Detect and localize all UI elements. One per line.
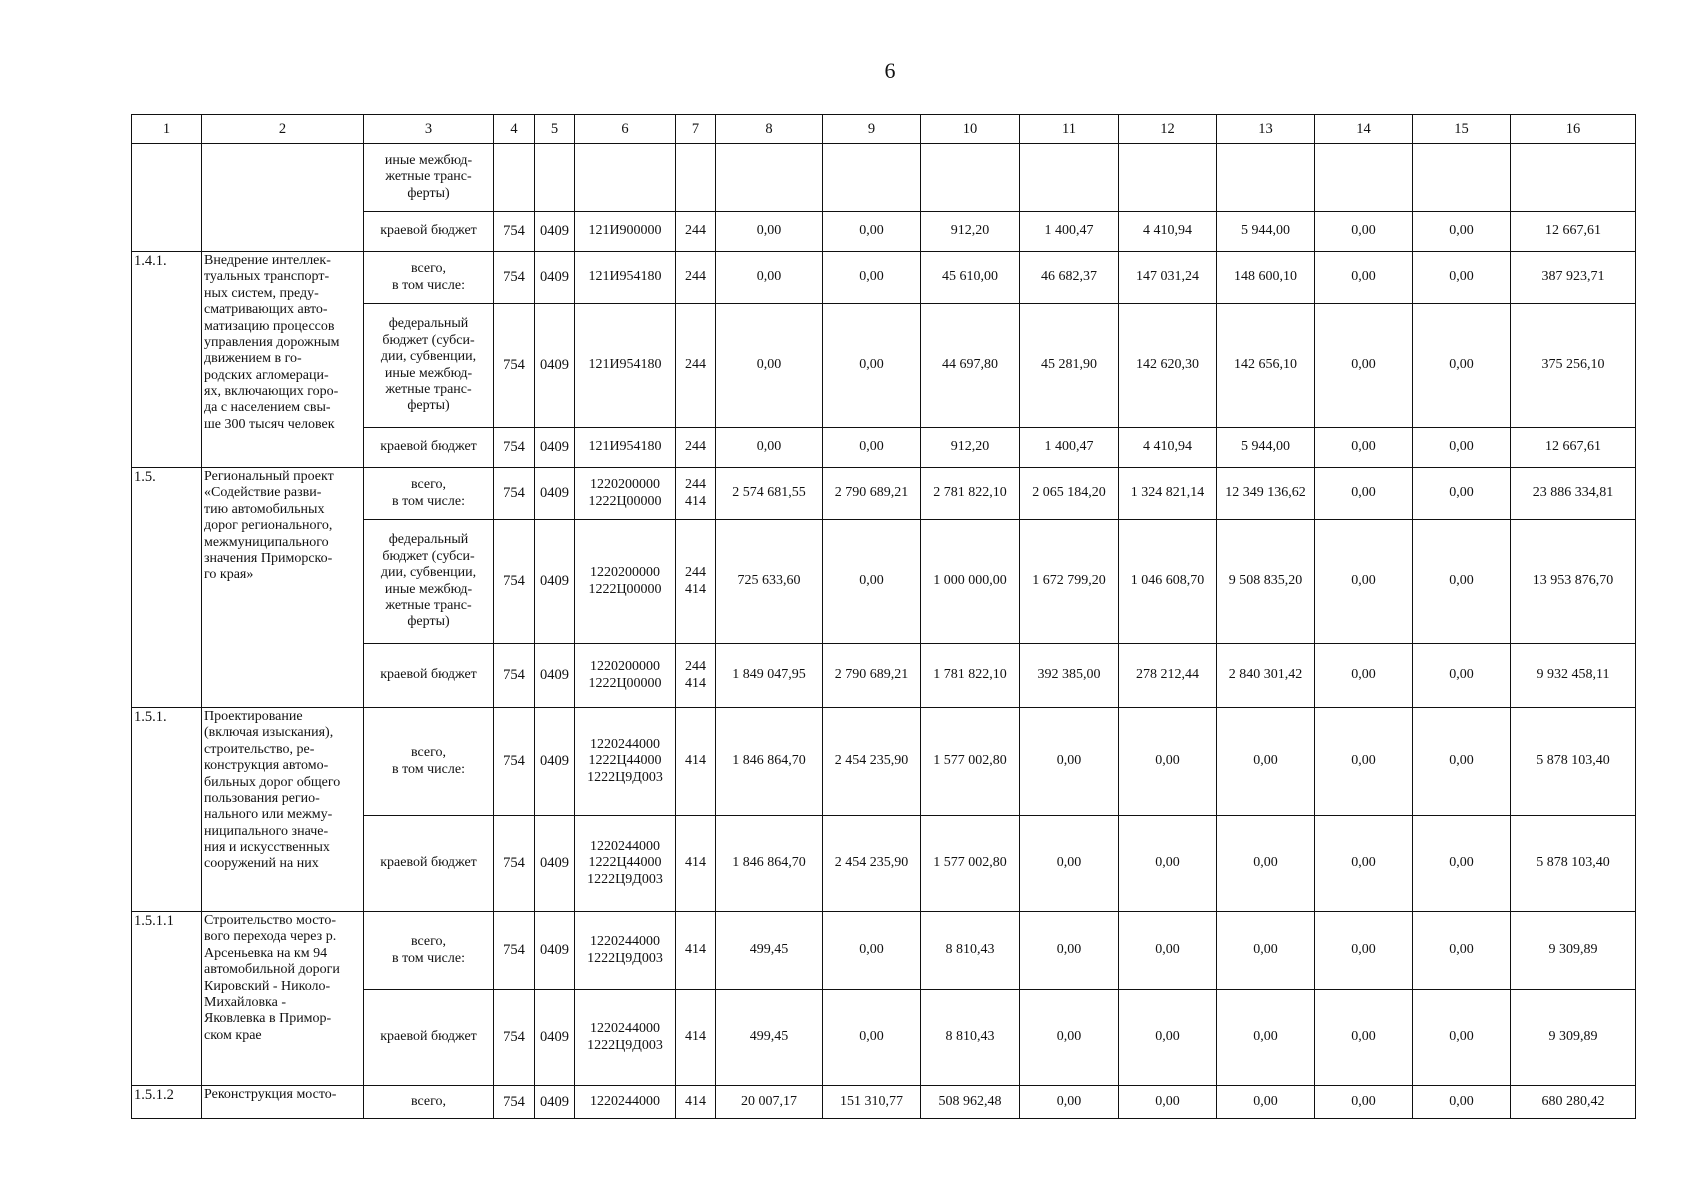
- table-cell: 1 400,47: [1020, 428, 1119, 468]
- table-cell: 1 781 822,10: [921, 644, 1020, 708]
- table-cell: 5 944,00: [1217, 212, 1315, 252]
- table-cell: 392 385,00: [1020, 644, 1119, 708]
- table-cell: 9 309,89: [1511, 912, 1636, 990]
- column-header: 2: [202, 115, 364, 144]
- table-cell: 45 610,00: [921, 252, 1020, 304]
- table-cell: краевой бюджет: [364, 212, 494, 252]
- table-cell: 1 846 864,70: [716, 816, 823, 912]
- table-cell: 142 620,30: [1119, 304, 1217, 428]
- table-cell: 1.4.1.: [132, 252, 202, 468]
- column-header: 5: [535, 115, 575, 144]
- table-cell: 1.5.1.2: [132, 1086, 202, 1119]
- table-cell: 0409: [535, 468, 575, 520]
- table-cell: 680 280,42: [1511, 1086, 1636, 1119]
- table-cell: 0,00: [1413, 252, 1511, 304]
- table-cell: 1 324 821,14: [1119, 468, 1217, 520]
- table-cell: 0,00: [1315, 912, 1413, 990]
- table-cell: 0,00: [1315, 816, 1413, 912]
- table-cell: 4 410,94: [1119, 428, 1217, 468]
- table-cell: 244: [676, 212, 716, 252]
- table-cell: 1 577 002,80: [921, 708, 1020, 816]
- column-header: 4: [494, 115, 535, 144]
- column-header: 14: [1315, 115, 1413, 144]
- table-cell: 8 810,43: [921, 912, 1020, 990]
- table-cell: 0,00: [1413, 304, 1511, 428]
- table-cell: 0,00: [823, 912, 921, 990]
- table-cell: [494, 144, 535, 212]
- table-cell: 142 656,10: [1217, 304, 1315, 428]
- table-cell: 148 600,10: [1217, 252, 1315, 304]
- table-cell: 754: [494, 428, 535, 468]
- column-header: 3: [364, 115, 494, 144]
- table-cell: 0,00: [716, 252, 823, 304]
- table-cell: 725 633,60: [716, 520, 823, 644]
- table-cell: всего, в том числе:: [364, 468, 494, 520]
- table-cell: 2 454 235,90: [823, 816, 921, 912]
- table-cell: 5 878 103,40: [1511, 708, 1636, 816]
- table-cell: 0409: [535, 708, 575, 816]
- table-cell: 2 454 235,90: [823, 708, 921, 816]
- table-cell: 121И954180: [575, 304, 676, 428]
- table-cell: 0,00: [1413, 708, 1511, 816]
- table-cell: [1119, 144, 1217, 212]
- table-cell: 754: [494, 212, 535, 252]
- table-cell: 0,00: [1413, 1086, 1511, 1119]
- table-cell: 414: [676, 816, 716, 912]
- table-cell: 0,00: [1217, 708, 1315, 816]
- column-header: 12: [1119, 115, 1217, 144]
- table-cell: 0,00: [716, 212, 823, 252]
- table-cell: 0409: [535, 252, 575, 304]
- table-cell: 0,00: [716, 304, 823, 428]
- table-cell: 1.5.1.1: [132, 912, 202, 1086]
- table-cell: 0,00: [1315, 990, 1413, 1086]
- table-cell: 0,00: [823, 520, 921, 644]
- table-cell: 0,00: [823, 212, 921, 252]
- table-cell: 121И900000: [575, 212, 676, 252]
- table-cell: [1217, 144, 1315, 212]
- table-cell: 1220244000 1222Ц9Д003: [575, 912, 676, 990]
- table-cell: [132, 144, 202, 252]
- table-cell: всего, в том числе:: [364, 708, 494, 816]
- table-cell: 0,00: [1315, 644, 1413, 708]
- table-cell: 244 414: [676, 468, 716, 520]
- table-cell: 0,00: [1315, 1086, 1413, 1119]
- table-cell: 0,00: [823, 304, 921, 428]
- table-cell: 0,00: [1413, 990, 1511, 1086]
- table-cell: 0,00: [1020, 708, 1119, 816]
- table-cell: 0,00: [1315, 468, 1413, 520]
- table-row: [132, 912, 1636, 990]
- table-cell: Региональный проект «Содействие разви- тию автомобильных дорог регионального, межмуниципального значения Приморско- го края»: [202, 468, 364, 708]
- table-cell: 0409: [535, 816, 575, 912]
- table-cell: 0,00: [1315, 428, 1413, 468]
- page-number: 6: [884, 58, 896, 83]
- table-cell: 46 682,37: [1020, 252, 1119, 304]
- table-cell: 244: [676, 252, 716, 304]
- table-cell: 5 944,00: [1217, 428, 1315, 468]
- column-header: 11: [1020, 115, 1119, 144]
- table-cell: 414: [676, 912, 716, 990]
- table-cell: 0,00: [1315, 252, 1413, 304]
- table-cell: 0,00: [1020, 990, 1119, 1086]
- table-cell: 0,00: [1020, 912, 1119, 990]
- table-cell: краевой бюджет: [364, 990, 494, 1086]
- table-cell: 414: [676, 708, 716, 816]
- table-cell: [1315, 144, 1413, 212]
- table-cell: 0409: [535, 428, 575, 468]
- table-cell: 147 031,24: [1119, 252, 1217, 304]
- column-header: 13: [1217, 115, 1315, 144]
- column-header: 1: [132, 115, 202, 144]
- table-cell: 0,00: [1020, 1086, 1119, 1119]
- table-cell: 13 953 876,70: [1511, 520, 1636, 644]
- table-cell: 1.5.: [132, 468, 202, 708]
- table-cell: 1 846 864,70: [716, 708, 823, 816]
- table-cell: 1 046 608,70: [1119, 520, 1217, 644]
- table-cell: краевой бюджет: [364, 644, 494, 708]
- table-cell: 244 414: [676, 520, 716, 644]
- table-cell: 1220200000 1222Ц00000: [575, 468, 676, 520]
- budget-table: [131, 114, 1636, 1119]
- column-header: 9: [823, 115, 921, 144]
- column-header: 8: [716, 115, 823, 144]
- column-header: 6: [575, 115, 676, 144]
- table-cell: 0,00: [823, 252, 921, 304]
- table-cell: 499,45: [716, 990, 823, 1086]
- table-cell: [716, 144, 823, 212]
- table-cell: 1 400,47: [1020, 212, 1119, 252]
- table-cell: 8 810,43: [921, 990, 1020, 1086]
- column-header: 15: [1413, 115, 1511, 144]
- table-cell: 9 309,89: [1511, 990, 1636, 1086]
- table-cell: федеральный бюджет (субси- дии, субвенции, иные межбюд- жетные транс- ферты): [364, 520, 494, 644]
- table-row: [132, 1086, 1636, 1119]
- table-cell: 5 878 103,40: [1511, 816, 1636, 912]
- table-cell: 754: [494, 912, 535, 990]
- table-cell: 244: [676, 304, 716, 428]
- table-cell: 0,00: [1020, 816, 1119, 912]
- table-cell: 754: [494, 990, 535, 1086]
- table-cell: 0409: [535, 912, 575, 990]
- table-cell: 1220244000 1222Ц44000 1222Ц9Д003: [575, 816, 676, 912]
- table-cell: 375 256,10: [1511, 304, 1636, 428]
- table-cell: 2 790 689,21: [823, 644, 921, 708]
- column-header: 7: [676, 115, 716, 144]
- table-cell: 1 672 799,20: [1020, 520, 1119, 644]
- table-cell: 1 000 000,00: [921, 520, 1020, 644]
- table-cell: 278 212,44: [1119, 644, 1217, 708]
- table-cell: 44 697,80: [921, 304, 1020, 428]
- table-cell: всего, в том числе:: [364, 252, 494, 304]
- table-cell: 387 923,71: [1511, 252, 1636, 304]
- table-cell: 2 840 301,42: [1217, 644, 1315, 708]
- table-cell: 754: [494, 708, 535, 816]
- table-cell: 0409: [535, 990, 575, 1086]
- table-cell: Внедрение интеллек- туальных транспорт- ных систем, преду- сматривающих авто- матизацию процессов управления дорожным движением в го- родских агломераци- ях, включающих горо- да с населением свы- ше 300 тысяч человек: [202, 252, 364, 468]
- table-cell: федеральный бюджет (субси- дии, субвенции, иные межбюд- жетные транс- ферты): [364, 304, 494, 428]
- table-row: [132, 468, 1636, 520]
- table-cell: [676, 144, 716, 212]
- table-cell: [1511, 144, 1636, 212]
- table-cell: иные межбюд- жетные транс- ферты): [364, 144, 494, 212]
- table-cell: 754: [494, 520, 535, 644]
- table-cell: [1413, 144, 1511, 212]
- table-cell: 0,00: [1119, 990, 1217, 1086]
- table-cell: 0,00: [1413, 212, 1511, 252]
- table-cell: 0409: [535, 304, 575, 428]
- table-cell: всего,: [364, 1086, 494, 1119]
- table-cell: 0,00: [1119, 816, 1217, 912]
- table-cell: краевой бюджет: [364, 428, 494, 468]
- table-cell: 12 667,61: [1511, 212, 1636, 252]
- table-cell: 45 281,90: [1020, 304, 1119, 428]
- column-header: 10: [921, 115, 1020, 144]
- table-cell: 754: [494, 304, 535, 428]
- table-cell: 0,00: [1217, 912, 1315, 990]
- table-cell: 244: [676, 428, 716, 468]
- table-cell: 1 849 047,95: [716, 644, 823, 708]
- column-header: 16: [1511, 115, 1636, 144]
- table-cell: 2 574 681,55: [716, 468, 823, 520]
- table-cell: краевой бюджет: [364, 816, 494, 912]
- table-row: [132, 252, 1636, 304]
- table-cell: Проектирование (включая изыскания), строительство, ре- конструкция автомо- бильных дорог общего пользования регио- нального или межму- ниципального значе- ния и искусственных сооружений на них: [202, 708, 364, 912]
- table-row: [132, 144, 1636, 212]
- table-cell: 0,00: [1413, 912, 1511, 990]
- table-cell: 0,00: [1119, 912, 1217, 990]
- table-cell: всего, в том числе:: [364, 912, 494, 990]
- table-cell: 754: [494, 252, 535, 304]
- table-cell: 2 065 184,20: [1020, 468, 1119, 520]
- table-cell: 121И954180: [575, 428, 676, 468]
- table-cell: 12 349 136,62: [1217, 468, 1315, 520]
- table-cell: 754: [494, 1086, 535, 1119]
- table-cell: 1220244000 1222Ц44000 1222Ц9Д003: [575, 708, 676, 816]
- table-cell: 912,20: [921, 212, 1020, 252]
- table-cell: 0409: [535, 1086, 575, 1119]
- table-cell: 414: [676, 1086, 716, 1119]
- table-cell: 9 508 835,20: [1217, 520, 1315, 644]
- table-cell: 1 577 002,80: [921, 816, 1020, 912]
- table-cell: 499,45: [716, 912, 823, 990]
- table-cell: [575, 144, 676, 212]
- table-cell: 0,00: [1119, 708, 1217, 816]
- table-cell: [921, 144, 1020, 212]
- table-row: [132, 708, 1636, 816]
- table-cell: [535, 144, 575, 212]
- table-cell: 0,00: [1315, 708, 1413, 816]
- table-cell: 0,00: [1315, 212, 1413, 252]
- table-cell: 12 667,61: [1511, 428, 1636, 468]
- table-cell: 0409: [535, 644, 575, 708]
- table-cell: 754: [494, 468, 535, 520]
- table-cell: 0,00: [1119, 1086, 1217, 1119]
- table-cell: 0,00: [1315, 520, 1413, 644]
- table-cell: 0,00: [823, 990, 921, 1086]
- table-cell: 912,20: [921, 428, 1020, 468]
- table-cell: 0409: [535, 520, 575, 644]
- table-cell: 151 310,77: [823, 1086, 921, 1119]
- table-cell: 754: [494, 644, 535, 708]
- table-cell: 0,00: [1413, 816, 1511, 912]
- table-cell: 4 410,94: [1119, 212, 1217, 252]
- table-cell: 244 414: [676, 644, 716, 708]
- table-cell: 1220200000 1222Ц00000: [575, 520, 676, 644]
- table-cell: 0,00: [1217, 1086, 1315, 1119]
- table-cell: 0409: [535, 212, 575, 252]
- column-header-row: [132, 115, 1636, 144]
- table-cell: 1220200000 1222Ц00000: [575, 644, 676, 708]
- table-cell: 754: [494, 816, 535, 912]
- table-cell: 0,00: [1217, 816, 1315, 912]
- table-cell: 1.5.1.: [132, 708, 202, 912]
- table-cell: 2 781 822,10: [921, 468, 1020, 520]
- table-cell: 414: [676, 990, 716, 1086]
- table-cell: 0,00: [1413, 520, 1511, 644]
- table-cell: 0,00: [716, 428, 823, 468]
- table-cell: 20 007,17: [716, 1086, 823, 1119]
- table-cell: 0,00: [1217, 990, 1315, 1086]
- table-cell: [202, 144, 364, 252]
- table-cell: Строительство мосто- вого перехода через р. Арсеньевка на км 94 автомобильной дороги Кировский - Николо- Михайловка - Яковлевка в Примор- ском крае: [202, 912, 364, 1086]
- table-cell: 2 790 689,21: [823, 468, 921, 520]
- table-cell: 0,00: [1413, 468, 1511, 520]
- table-cell: 121И954180: [575, 252, 676, 304]
- table-cell: 508 962,48: [921, 1086, 1020, 1119]
- table-cell: [1020, 144, 1119, 212]
- table-cell: 0,00: [1413, 644, 1511, 708]
- table-cell: 0,00: [1413, 428, 1511, 468]
- table-cell: 9 932 458,11: [1511, 644, 1636, 708]
- table-cell: 0,00: [1315, 304, 1413, 428]
- table-cell: Реконструкция мосто-: [202, 1086, 364, 1119]
- table-cell: 0,00: [823, 428, 921, 468]
- table-cell: 1220244000 1222Ц9Д003: [575, 990, 676, 1086]
- table-cell: [823, 144, 921, 212]
- table-cell: 23 886 334,81: [1511, 468, 1636, 520]
- table-cell: 1220244000: [575, 1086, 676, 1119]
